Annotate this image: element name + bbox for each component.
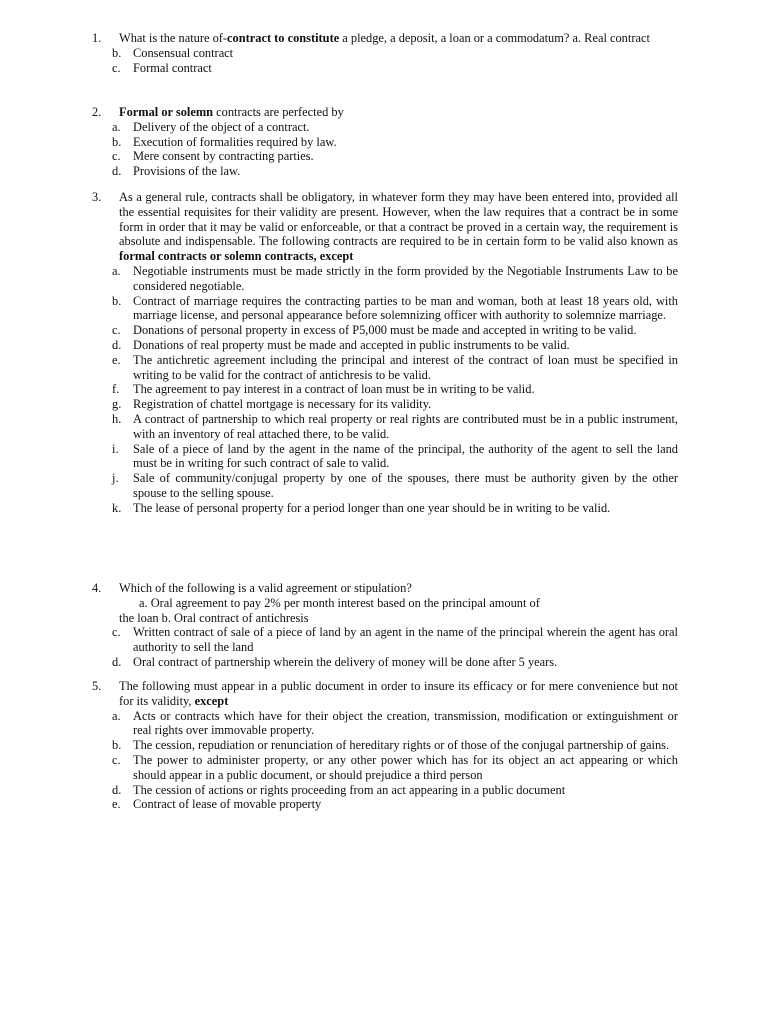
option-c: c. Formal contract bbox=[112, 60, 212, 75]
question-4 bbox=[92, 581, 678, 670]
option-a: a. Negotiable instruments must be made strictly in the form provided by the Negotiable Instruments Law to be considered negotiable. bbox=[112, 263, 678, 293]
option-f: f. The agreement to pay interest in a contract of loan must be in writing to be valid. bbox=[112, 382, 535, 397]
option-b: b. The cession, repudiation or renunciation of hereditary rights or of those of the conjugal partnership of gains. bbox=[112, 738, 670, 753]
question-1 bbox=[92, 31, 678, 75]
option-i: i. Sale of a piece of land by the agent in the name of the principal, the authority of the agent to sell the land must be in writing for such contract of sale to valid. bbox=[112, 441, 678, 471]
question-number: 1. bbox=[92, 31, 102, 45]
question-number: 3. bbox=[92, 190, 102, 204]
option-a-line: a. Oral agreement to pay 2% per month interest based on the principal amount of bbox=[139, 595, 540, 610]
option-d: d. The cession of actions or rights proceeding from an act appearing in a public document bbox=[112, 782, 566, 797]
option-b: b. Contract of marriage requires the contracting parties to be man and woman, both at least 18 years old, with marriage license, and personal appearance before solemnizing officer with authority to solemnize marriage. bbox=[112, 293, 678, 323]
question-5 bbox=[92, 679, 678, 812]
option-list bbox=[92, 120, 678, 179]
option-e: e. The antichretic agreement including the principal and interest of the contract of loan must be specified in writing to be valid for the contract of antichresis to be valid. bbox=[112, 352, 678, 382]
question-3 bbox=[92, 190, 678, 516]
option-k: k. The lease of personal property for a period longer than one year should be in writing to be valid. bbox=[112, 500, 611, 515]
question-stem: Formal or solemn contracts are perfected by bbox=[119, 105, 344, 119]
question-stem: What is the nature of-contract to constitute a pledge, a deposit, a loan or a commodatum? a. Real contract bbox=[119, 31, 650, 45]
question-stem: Which of the following is a valid agreement or stipulation? bbox=[119, 581, 412, 595]
option-c: c. Mere consent by contracting parties. bbox=[112, 149, 314, 164]
option-d: d. Donations of real property must be made and accepted in public instruments to be valid. bbox=[112, 337, 570, 352]
question-stem: The following must appear in a public document in order to insure its efficacy or for mere convenience but not for its validity, except bbox=[119, 679, 678, 708]
option-e: e. Contract of lease of movable property bbox=[112, 797, 322, 812]
option-g: g. Registration of chattel mortgage is necessary for its validity. bbox=[112, 397, 432, 412]
option-a: a. Delivery of the object of a contract. bbox=[112, 119, 310, 134]
question-2 bbox=[92, 105, 678, 179]
option-a: a. Acts or contracts which have for their object the creation, transmission, modification or extinguishment or real rights over immovable property. bbox=[112, 708, 678, 738]
question-number: 4. bbox=[92, 581, 102, 595]
option-list bbox=[92, 625, 678, 669]
option-list bbox=[92, 709, 678, 813]
option-j: j. Sale of community/conjugal property by one of the spouses, there must be authority given by the other spouse to the selling spouse. bbox=[112, 471, 678, 500]
option-a-continued: the loan b. Oral contract of antichresis bbox=[119, 610, 309, 625]
option-list bbox=[92, 46, 678, 76]
option-d: d. Provisions of the law. bbox=[112, 164, 241, 179]
question-number: 5. bbox=[92, 679, 102, 693]
question-number: 2. bbox=[92, 105, 102, 119]
option-h: h. A contract of partnership to which real property or real rights are contributed must be in a public instrument, with an inventory of real attached there, to be valid. bbox=[112, 411, 678, 441]
option-d: d. Oral contract of partnership wherein the delivery of money will be done after 5 years. bbox=[112, 654, 558, 669]
option-b: b. Consensual contract bbox=[112, 45, 234, 60]
option-b: b. Execution of formalities required by law. bbox=[112, 134, 337, 149]
option-c: c. Written contract of sale of a piece of land by an agent in the name of the principal wherein the agent has oral authority to sell the land bbox=[112, 625, 678, 655]
option-list bbox=[92, 264, 678, 516]
option-c: c. The power to administer property, or any other power which has for its object an act appearing or which should appear in a public document, or should prejudice a third person bbox=[112, 752, 678, 782]
option-c: c. Donations of personal property in excess of P5,000 must be made and accepted in writing to be valid. bbox=[112, 323, 637, 338]
question-stem: As a general rule, contracts shall be obligatory, in whatever form they may have been entered into, provided all the essential requisites for their validity are present. However, when the law requires that a contract be in some form in order that it may be valid or enforceable, or that a contract be proved in a certain way, the requirement is absolute and indispensable. The following contracts are required to be in certain form to be valid also known as formal contracts or solemn contracts, except bbox=[119, 190, 678, 264]
